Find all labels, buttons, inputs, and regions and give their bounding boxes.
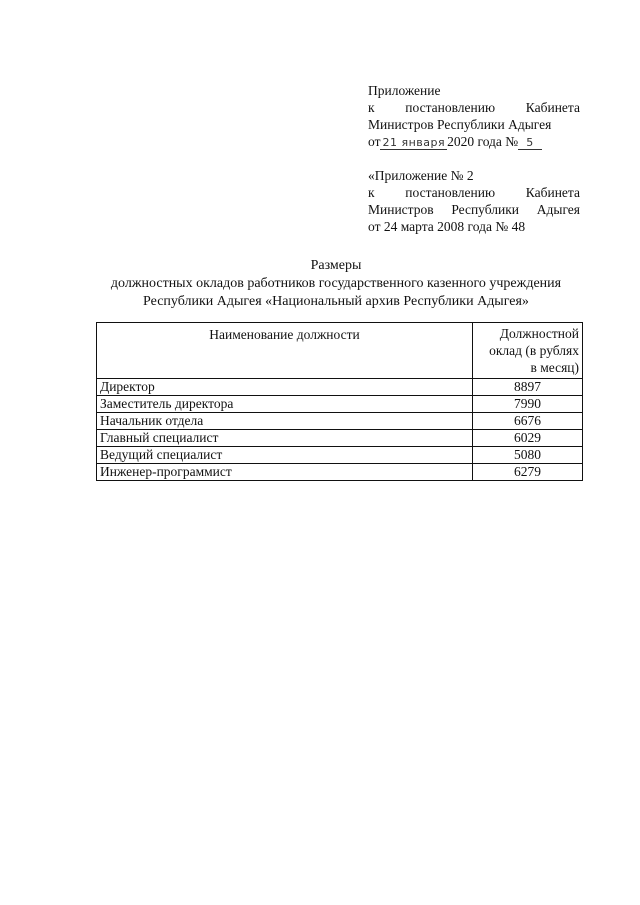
table-row (97, 447, 583, 464)
appendix-title: Приложение (368, 83, 441, 98)
document-heading (60, 257, 612, 311)
quoted-appendix-line-3: Министров Республики Адыгея (368, 202, 580, 217)
appendix-block (368, 82, 580, 151)
quoted-appendix-block (368, 167, 580, 235)
table-row (97, 396, 583, 413)
quoted-appendix-title: «Приложение № 2 (368, 168, 474, 183)
quoted-appendix-line-4: от 24 марта 2008 года № 48 (368, 219, 526, 234)
heading-line-1: Размеры (310, 258, 362, 273)
header-salary: Должностной оклад (в рублях в месяц) (473, 323, 583, 379)
position-cell: Начальник отдела (97, 413, 473, 430)
position-cell: Ведущий специалист (97, 447, 473, 464)
appendix-line-3: Министров Республики Адыгея (368, 117, 552, 132)
appendix-line-2: к постановлению Кабинета (368, 100, 580, 115)
position-cell: Инженер-программист (97, 464, 473, 481)
appendix-date-line: от 21 января 2020 года № 5 (368, 133, 580, 151)
salary-cell: 8897 (473, 379, 583, 396)
table-row (97, 464, 583, 481)
position-cell: Главный специалист (97, 430, 473, 447)
salary-cell: 6676 (473, 413, 583, 430)
salary-table (96, 322, 583, 481)
salary-cell: 5080 (473, 447, 583, 464)
handwritten-date: 21 января (382, 136, 446, 149)
salary-cell: 6029 (473, 430, 583, 447)
heading-line-3: Республики Адыгея «Национальный архив Республики Адыгея» (143, 294, 529, 309)
salary-cell: 7990 (473, 396, 583, 413)
table-row (97, 379, 583, 396)
position-cell: Заместитель директора (97, 396, 473, 413)
quoted-appendix-line-2: к постановлению Кабинета (368, 185, 580, 200)
handwritten-number: 5 (518, 136, 542, 150)
heading-line-2: должностных окладов работников государственного казенного учреждения (110, 276, 562, 291)
header-position: Наименование должности (97, 323, 473, 379)
table-row (97, 413, 583, 430)
salary-cell: 6279 (473, 464, 583, 481)
table-row (97, 430, 583, 447)
table-header-row (97, 323, 583, 379)
position-cell: Директор (97, 379, 473, 396)
